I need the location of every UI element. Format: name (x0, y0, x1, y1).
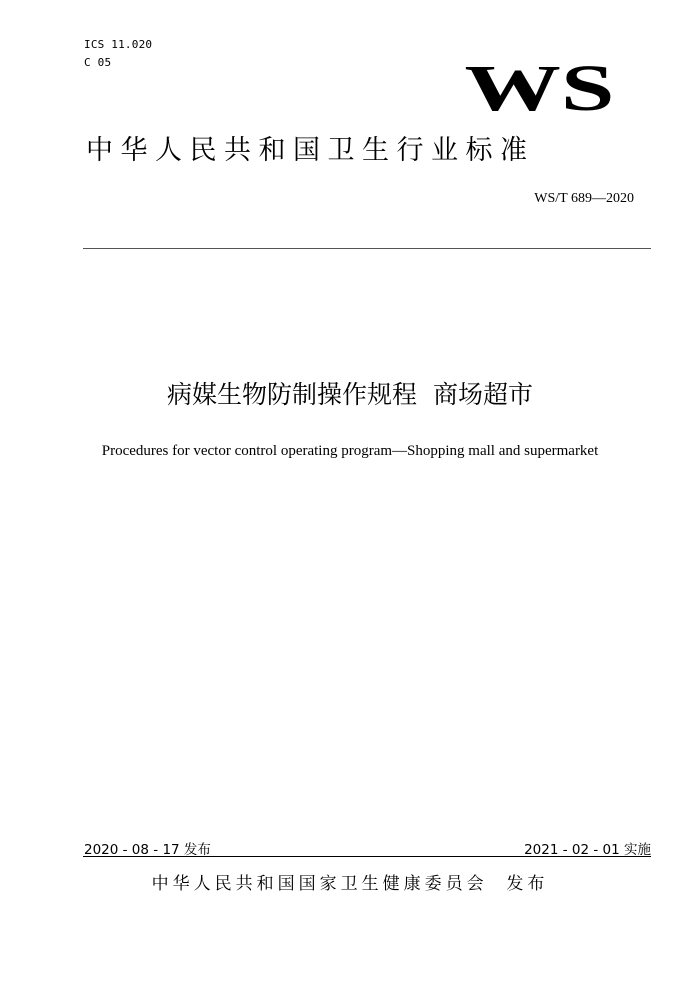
ccs-code: C 05 (84, 56, 112, 69)
ws-logo-text: WS (464, 58, 615, 118)
document-title-chinese: 病媒生物防制操作规程 商场超市 (167, 380, 533, 409)
footer-divider (83, 856, 651, 857)
ics-code: ICS 11.020 (84, 38, 153, 51)
document-title-english: Procedures for vector control operating program—Shopping mall and supermarket (101, 443, 599, 459)
ws-logo (462, 58, 617, 118)
standard-number: WS/T 689—2020 (534, 191, 634, 206)
implementation-date: 2021 - 02 - 01 实施 (524, 842, 651, 858)
classification-codes (84, 36, 152, 72)
header-divider (83, 248, 651, 249)
organization-title: 中华人民共和国卫生行业标准 (86, 135, 535, 166)
issue-date: 2020 - 08 - 17 发布 (84, 842, 211, 858)
issuing-authority: 中华人民共和国国家卫生健康委员会 发布 (151, 874, 549, 894)
